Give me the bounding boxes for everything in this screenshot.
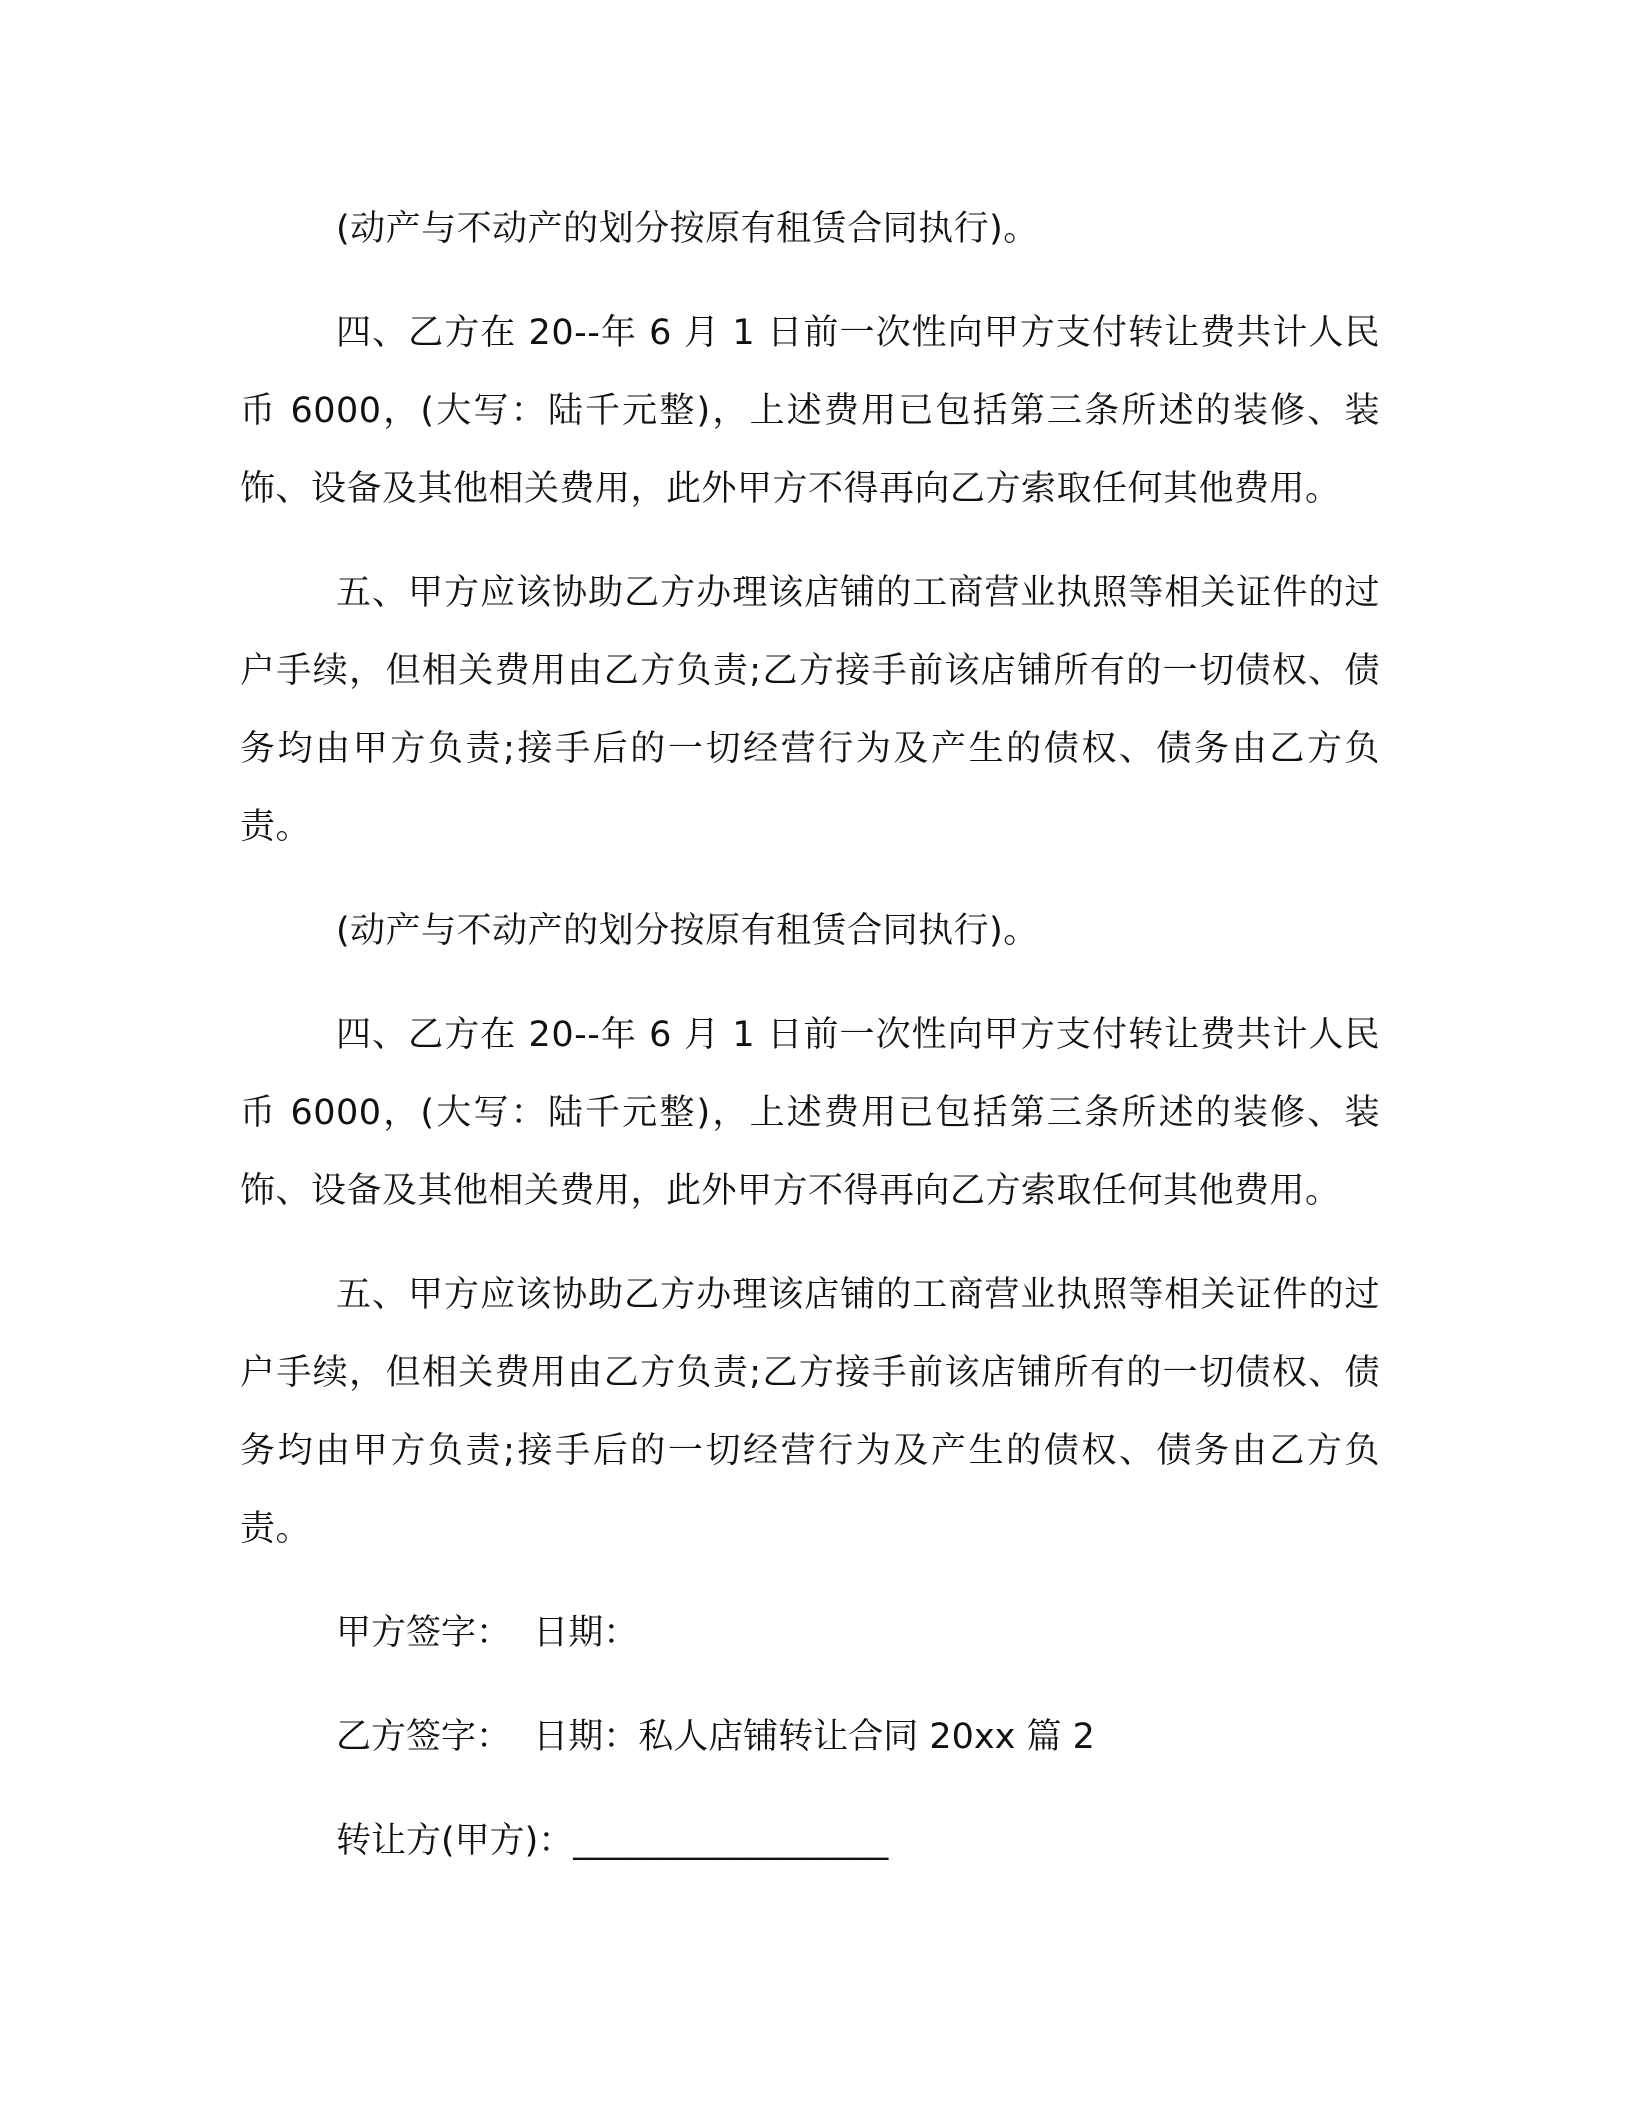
paragraph-clause-5-transfer: 五、甲方应该协助乙方办理该店铺的工商营业执照等相关证件的过户手续，但相关费用由乙方负责;乙方接手前该店铺所有的一切债权、债务均由甲方负责;接手后的一切经营行为及产生的债权、债务由乙方负责。 [240, 573, 1380, 847]
transferor-line: 转让方(甲方)：__________________ [336, 1821, 889, 1861]
party-b-signature-line: 乙方签字： 日期：私人店铺转让合同 20xx 篇 2 [336, 1717, 1095, 1757]
paragraph-clause-4-payment-repeat: 四、乙方在 20--年 6 月 1 日前一次性向甲方支付转让费共计人民币 6000，(大写：陆千元整)，上述费用已包括第三条所述的装修、装饰、设备及其他相关费用，此外甲方不得再向乙方索取任何其他费用。 [240, 1015, 1380, 1211]
paragraph-movable-property-note: (动产与不动产的划分按原有租赁合同执行)。 [336, 209, 1039, 249]
paragraph-clause-5-transfer-repeat: 五、甲方应该协助乙方办理该店铺的工商营业执照等相关证件的过户手续，但相关费用由乙方负责;乙方接手前该店铺所有的一切债权、债务均由甲方负责;接手后的一切经营行为及产生的债权、债务由乙方负责。 [240, 1275, 1380, 1549]
paragraph-clause-4-payment: 四、乙方在 20--年 6 月 1 日前一次性向甲方支付转让费共计人民币 6000，(大写：陆千元整)，上述费用已包括第三条所述的装修、装饰、设备及其他相关费用，此外甲方不得再向乙方索取任何其他费用。 [240, 313, 1380, 509]
party-a-signature-line: 甲方签字： 日期： [336, 1613, 639, 1653]
paragraph-movable-property-note-repeat: (动产与不动产的划分按原有租赁合同执行)。 [336, 911, 1039, 951]
document-body [240, 190, 1380, 1906]
